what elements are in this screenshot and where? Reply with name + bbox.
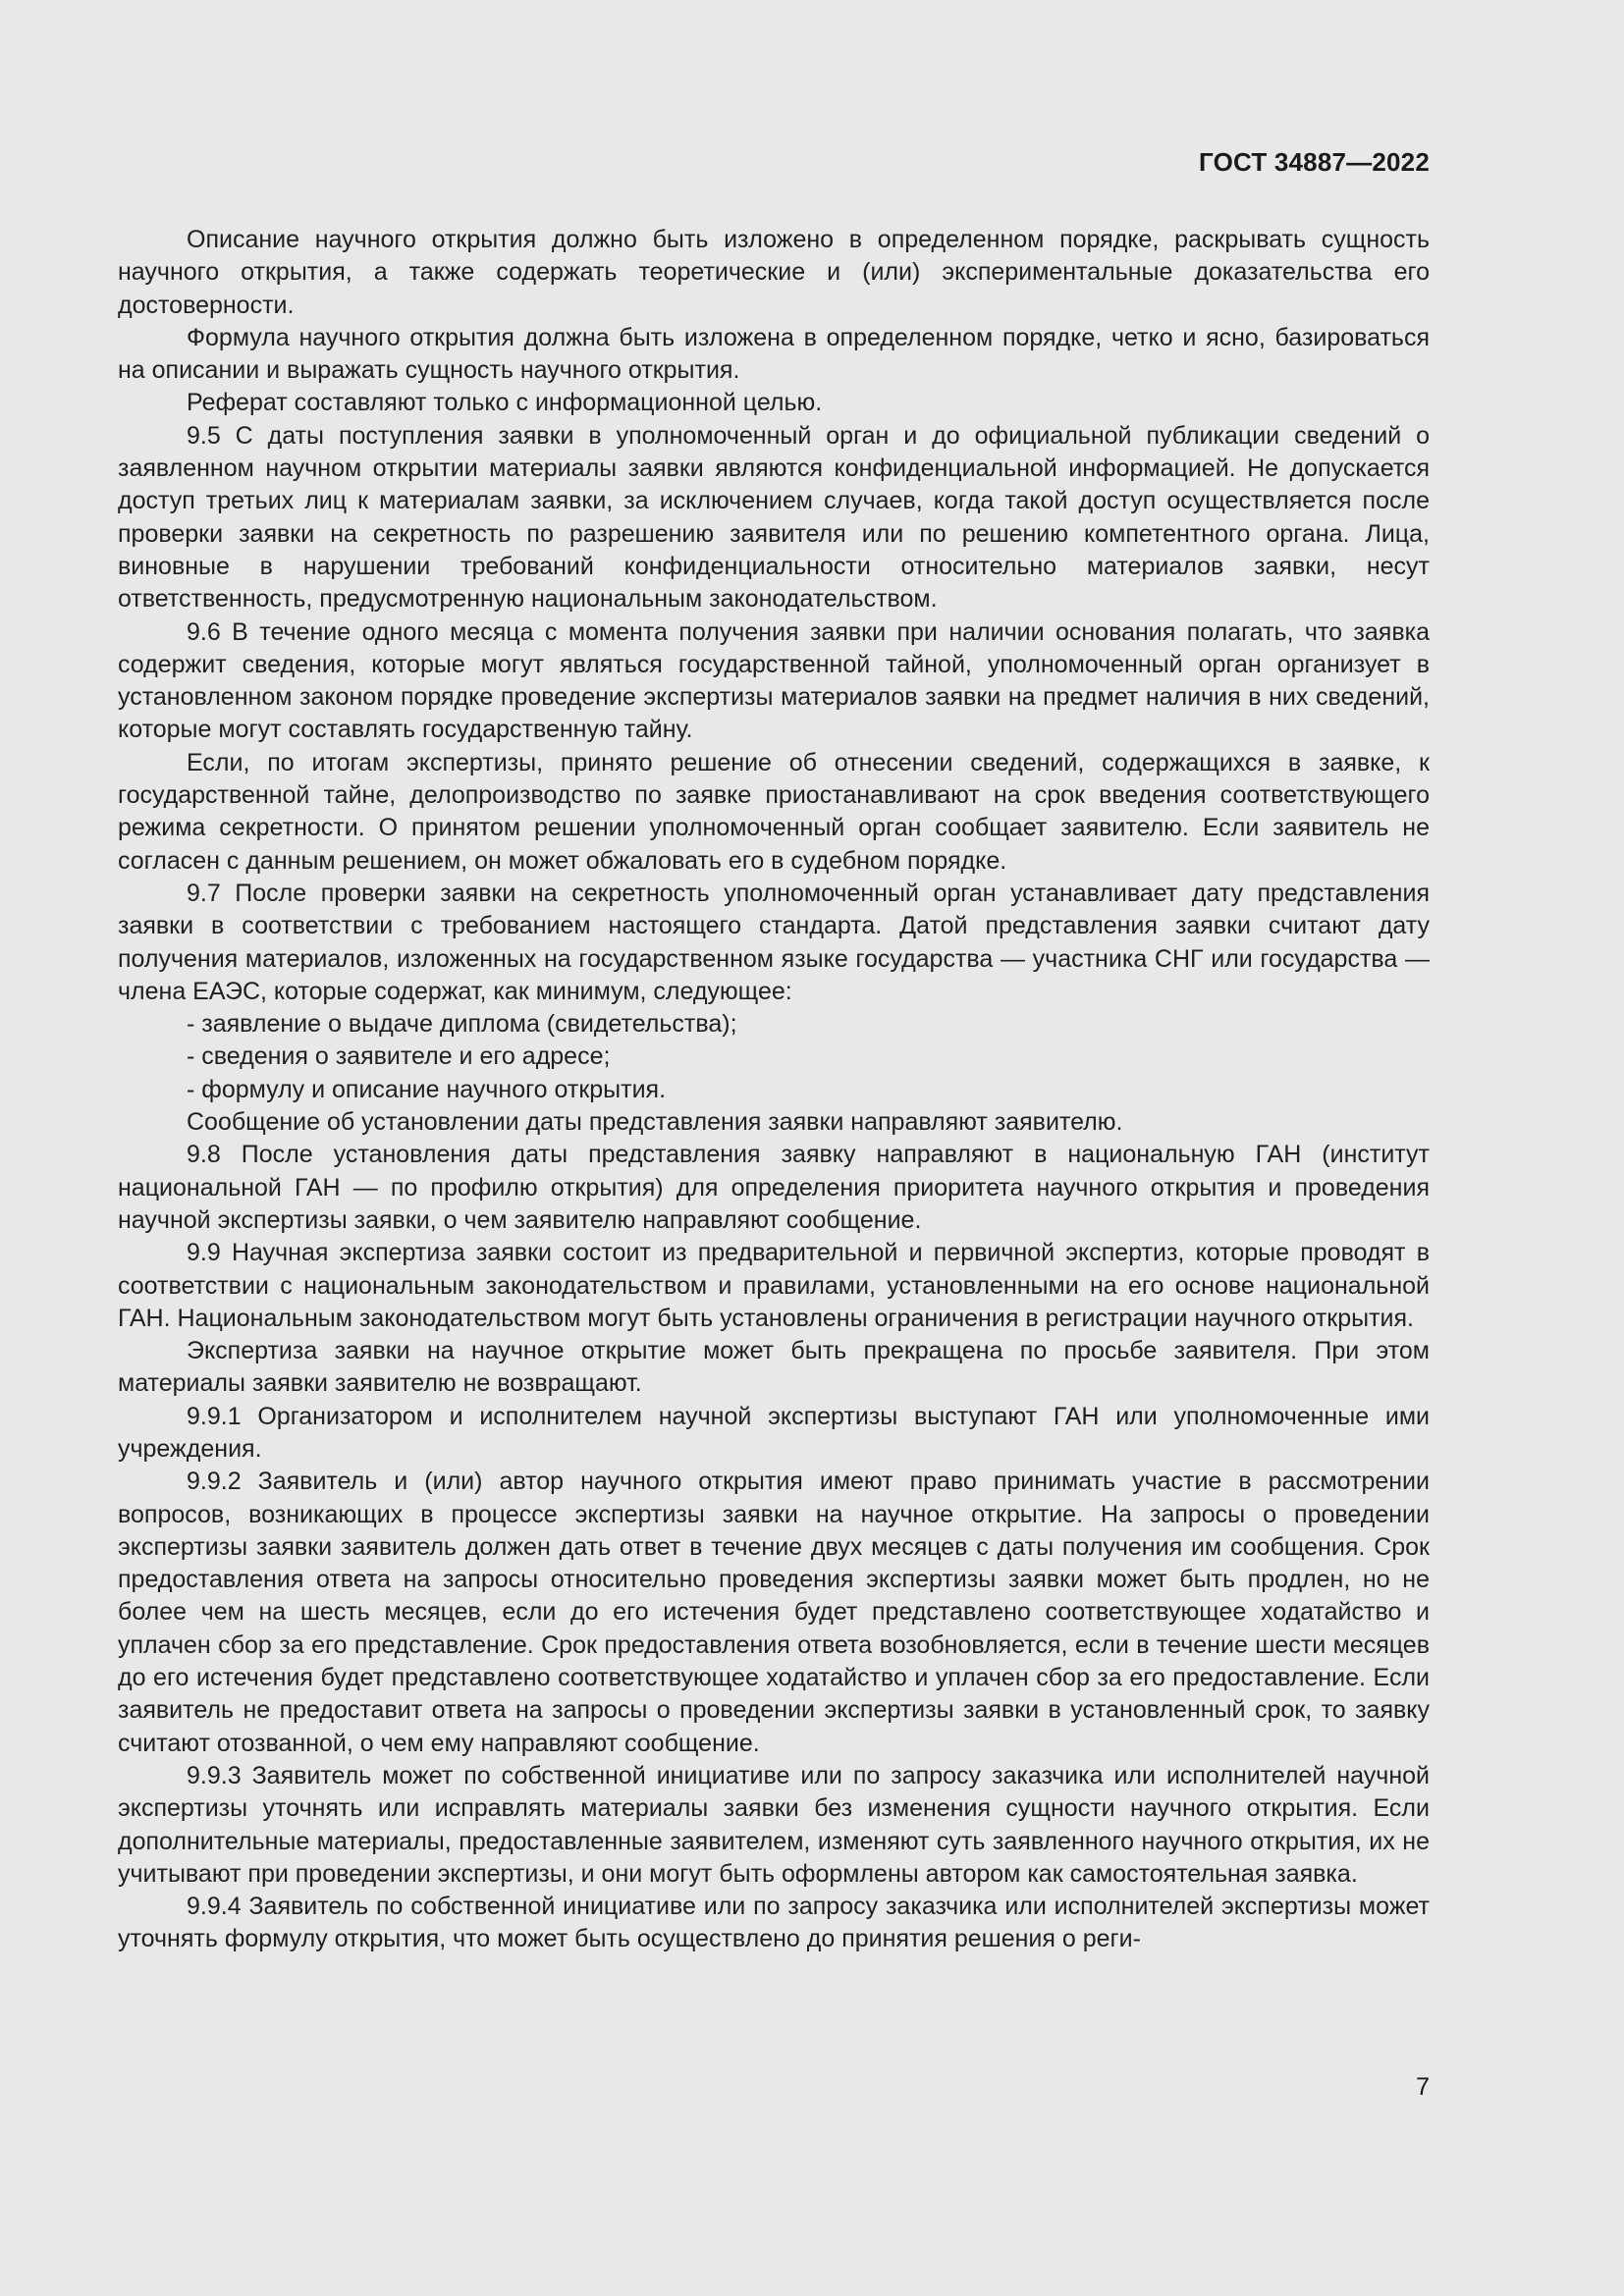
paragraph-9-9-1: 9.9.1 Организатором и исполнителем научной экспертизы выступают ГАН или уполномоченные ими учреждения. xyxy=(118,1402,1430,1463)
paragraph-9-9-4: 9.9.4 Заявитель по собственной инициативе или по запросу заказчика или исполнителей экспертизы может уточнять формулу открытия, что может быть осуществлено до принятия решения о реги- xyxy=(118,1893,1430,1953)
paragraph-9-6: 9.6 В течение одного месяца с момента получения заявки при наличии основания полагать, что заявка содержит сведения, которые могут являться государственной тайной, уполномоченный орган организует в установленном законом порядке проведение экспертизы материалов заявки на предмет наличия в них сведений, которые могут составлять государственную тайну. xyxy=(118,617,1430,744)
list-item-applicant-info: - сведения о заявителе и его адресе; xyxy=(187,1042,611,1071)
document-standard-header: ГОСТ 34887—2022 xyxy=(1199,147,1430,177)
paragraph-9-7: 9.7 После проверки заявки на секретность уполномоченный орган устанавливает дату представления заявки в соответствии с требованием настоящего стандарта. Датой представления заявки считают дату получения материалов, изложенных на государственном языке государства — участника СНГ или государства — члена ЕАЭС, которые содержат, как минимум, следующее: xyxy=(118,879,1430,1005)
paragraph-abstract: Реферат составляют только с информационной целью. xyxy=(187,389,823,417)
paragraph-secrecy-decision: Если, по итогам экспертизы, принято решение об отнесении сведений, содержащихся в заявке, к государственной тайне, делопроизводство по заявке приостанавливают на срок введения соответствующего режима секретности. О принятом решении уполномоченный орган сообщает заявителю. Если заявитель не согласен с данным решением, он может обжаловать его в судебном порядке. xyxy=(118,748,1430,875)
list-item-formula: - формулу и описание научного открытия. xyxy=(187,1075,667,1103)
paragraph-description: Описание научного открытия должно быть изложено в определенном порядке, раскрывать сущность научного открытия, а также содержать теоретические и (или) экспериментальные доказательства его достоверности. xyxy=(118,226,1430,319)
paragraph-9-8: 9.8 После установления даты представления заявку направляют в национальную ГАН (институт национальной ГАН — по профилю открытия) для определения приоритета научного открытия и проведения научной экспертизы заявки, о чем заявителю направляют сообщение. xyxy=(118,1141,1430,1234)
paragraph-9-9: 9.9 Научная экспертиза заявки состоит из предварительной и первичной экспертиз, которые проводят в соответствии с национальным законодательством и правилами, установленными на его основе национальной ГАН. Национальным законодательством могут быть установлены ограничения в регистрации научного открытия. xyxy=(118,1239,1430,1332)
document-body xyxy=(118,224,1430,1956)
paragraph-9-5: 9.5 С даты поступления заявки в уполномоченный орган и до официальной публикации сведений о заявленном научном открытии материалы заявки являются конфиденциальной информацией. Не допускается доступ третьих лиц к материалам заявки, за исключением случаев, когда такой доступ осуществляется после проверки заявки на секретность по разрешению заявителя или по решению компетентного органа. Лица, виновные в нарушении требований конфиденциальности относительно материалов заявки, несут ответственность, предусмотренную национальным законодательством. xyxy=(118,421,1430,614)
paragraph-expertise-termination: Экспертиза заявки на научное открытие может быть прекращена по просьбе заявителя. При этом материалы заявки заявителю не возвращают. xyxy=(118,1337,1430,1398)
paragraph-formula: Формула научного открытия должна быть изложена в определенном порядке, четко и ясно, базироваться на описании и выражать сущность научного открытия. xyxy=(118,323,1430,385)
paragraph-9-9-2: 9.9.2 Заявитель и (или) автор научного открытия имеют право принимать участие в рассмотрении вопросов, возникающих в процессе экспертизы заявки на научное открытие. На запросы о проведении экспертизы заявки заявитель должен дать ответ в течение двух месяцев с даты получения им сообщения. Срок предоставления ответа на запросы относительно проведения экспертизы заявки может быть продлен, но не более чем на шесть месяцев, если до его истечения будет представлено соответствующее ходатайство и уплачен сбор за его представление. Срок предоставления ответа возобновляется, если в течение шести месяцев до его истечения будет представлено соответствующее ходатайство и уплачен сбор за его предоставление. Если заявитель не предоставит ответа на запросы о проведении экспертизы заявки в установленный срок, то заявку считают отозванной, о чем ему направляют сообщение. xyxy=(118,1468,1430,1757)
paragraph-date-notice: Сообщение об установлении даты представления заявки направляют заявителю. xyxy=(187,1108,1123,1137)
paragraph-9-9-3: 9.9.3 Заявитель может по собственной инициативе или по запросу заказчика или исполнителей научной экспертизы уточнять или исправлять материалы заявки без изменения сущности научного открытия. Если дополнительные материалы, предоставленные заявителем, изменяют суть заявленного научного открытия, их не учитывают при проведении экспертизы, и они могут быть оформлены автором как самостоятельная заявка. xyxy=(118,1761,1430,1888)
list-item-application: - заявление о выдаче диплома (свидетельства); xyxy=(187,1010,737,1039)
page-number: 7 xyxy=(1416,2073,1430,2101)
